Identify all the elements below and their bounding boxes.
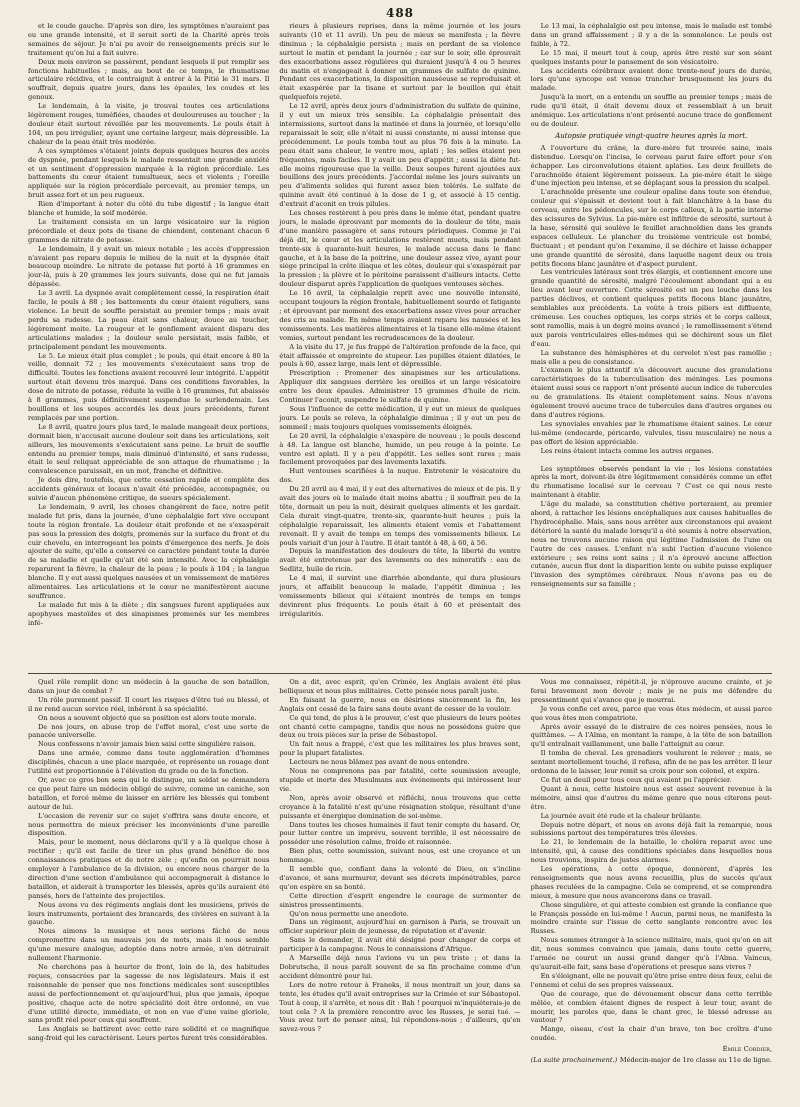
paragraph: Je vous confie cet aveu, parce que vous êtes médecin, et aussi parce que vous êtes mon compatriote. [530, 704, 772, 722]
paragraph: Les opérations, à cette époque, donnèrent, d'après les renseignements que nous avons recueillis, plus de succès qu'aux phases reculées de la campagne. Cela se comprend, et se comprendra mieux, à mesure que nous avancerons dans ce travail. [530, 865, 772, 900]
paragraph: Il semble que, confiant dans la volonté de Dieu, on s'incline d'avance, et sans murmurer, devant ses décrets impénétrables, parce qu'on espère en sa bonté. [279, 865, 521, 891]
paragraph: Le lendemain, 9 avril, les choses changèrent de face, notre petit malade fut pris, dans la journée, d'une céphalalgie fort vive occupant toute la région frontale. La douleur était profonde et ne s'exaspérait pas sous la pression des doigts, promenés sur la surface du front et du cuir chevelu, en interrogeant les points d'émergence des nerfs. Je dois ajouter de suite, qu'elle a conservé ce caractère pendant toute la durée de sa maladie et quelle qu'ait été son intensité. Avec la céphalalgie reparurent la fièvre, la chaleur de la peau ; le pouls à 104 ; la langue blanche. Il y eut aussi quelques nausées et un vomissement de matières alimentaires. Les articulations et le cœur ne manifestèrent aucune souffrance. [28, 502, 270, 600]
paragraph: Le 20 avril, la céphalalgie s'exaspère de nouveau ; le pouls descend à 48. La langue est blanche, humide, un peu rouge à la pointe. Le ventre est aplati. Il y a peu d'appétit. Les selles sont rares ; mais facilement provoquées par des lavements laxatifs. [279, 431, 521, 467]
paragraph: Mange, oiseau, c'est la chair d'un brave, ton bec croîtra d'une coudée. [530, 1025, 772, 1043]
paragraph: Or, avec ce gros bon sens qui le distingue, un soldat se demandera ce que peut faire un médecin obligé de suivre, comme un caniche, son bataillon, et forcé même de laisser en arrière les blessés qui tombent autour de lui. [28, 775, 270, 811]
paragraph: Nous avons vu des régiments anglais dont les musiciens, privés de leurs instruments, portaient des brancards, des civières en suivant à la gauche. [28, 900, 270, 927]
paragraph: Il tomba de cheval. Les grenadiers voulurent le relever ; mais, se sentant mortellement touché, il refusa, afin de ne pas les arrêter. Il leur ordonna de le laisser, leur remit sa croix pour son colonel, et expira. [530, 749, 772, 776]
paragraph: L'âge du malade, sa constitution chétive porteraient, au premier abord, à rattacher les lésions encéphaliques aux causes habituelles de l'hydrocéphalie. Mais, sans nous arrêter aux circonstances qui avaient détérioré la santé du malade lorsqu'il a été soumis à notre observation, nous ne trouvons aucune raison qui légitime l'admission de l'une ou l'autre de ces causes. L'enfant n'a subi l'action d'aucune violence extérieure ; ses reins sont sains ; il n'a éprouvé aucune affection cutanée, aucun flux dont la disparition lente ou subite puisse expliquer l'invasion des symptômes cérébraux. Nous n'avons pas eu de renseignements sur sa famille ; [530, 500, 772, 589]
paragraph: A Marseille déjà nous l'avions vu un peu triste ; et dans la Dobrutscha, il nous paraît souvent de sa fin prochaine comme d'un accident démontré pour lui. [279, 954, 521, 980]
lower-column-2 [279, 678, 520, 1098]
paragraph: Jusqu'à la mort, on a entendu un souffle au premier temps ; mais de rude qu'il était, il était devenu doux et ressemblait à un bruit anémique. Les articulations n'ont présenté aucune trace de gonflement ou de douleur. [530, 93, 772, 128]
paragraph: Les ventricules latéraux sont très élargis, et contiennent encore une grande quantité de sérosité, malgré l'écoulement abondant qui a eu lieu avant leur ouverture. Cette sérosité est un peu louche dans les parties déclives, et contient quelques petits flocons blanc jaunâtre, semblables aux précédents. La voûte à trois piliers est diffluente, crémeuse. Les couches optiques, les corps striés et le corps calleux, sont ramollis, mais à un degré moins avancé ; le ramollissement s'étend aux parois ventriculaires elles-mêmes qui se déchirent sous un filet d'eau. [530, 268, 772, 348]
paragraph: Rien d'important à noter du côté du tube digestif ; la langue était blanche et humide, la soif modérée. [28, 200, 270, 218]
author-title: Médecin-major de 1re classe au 11e de ligne. [619, 1056, 772, 1065]
paragraph: Depuis la manifestation des douleurs de tête, la liberté du ventre avait été entretenue par des lavements ou des minoratifs : eau de Sedlitz, huile de ricin. [279, 547, 521, 574]
page-number: 488 [385, 6, 415, 20]
paragraph: Les Anglais se battirent avec cette rare solidité et ce magnifique sang-froid qui les caractérisent. Leurs pertes furent très considérables. [28, 1025, 270, 1043]
paragraph: Le lendemain, il y avait un mieux notable ; les accès d'oppression n'avaient pas reparu depuis le milieu de la nuit et la dyspnée était beaucoup moindre. Le nitrate de potasse fut porté à 16 grammes en jour-là, puis à 20 grammes les jours suivants, dose qui ne fut jamais dépassée. [28, 244, 270, 289]
paragraph: Sans le demander, il avait été désigné pour changer de corps et participer à la campagne. Nous le connaissions d'Afrique. [279, 936, 521, 954]
paragraph: Cette direction d'esprit engendre le courage de surmonter de sinistres pressentiments. [279, 891, 521, 909]
paragraph: Nous sommes étranger à la science militaire, mais, quoi qu'on en ait dit, nous sommes convaincu que jamais, dans toute cette guerre, l'armée ne courut un aussi grand danger qu'à l'Alma. Vaincus, qu'aurait-elle fait, sans base d'opérations et presque sans vivres ? [530, 936, 772, 971]
paragraph: Quel rôle remplit donc un médecin à la gauche de son bataillon, dans un jour de combat ? [28, 678, 270, 695]
paragraph: De nos jours, on abuse trop de l'effet moral, c'est une sorte de panacée universelle. [28, 722, 270, 740]
paragraph: Les synoviales envahies par le rhumatisme étaient saines. Le cœur lui-même (endocarde, péricarde, valvules, tissu musculaire) ne nous a pas offert de lésion appréciable. [530, 419, 772, 446]
paragraph: Qu'on nous permette une anecdote. [289, 909, 409, 918]
paragraph: La journée avait été rude et la chaleur brûlante. [540, 811, 702, 820]
section-divider [603, 460, 700, 461]
paragraph: Le 8 avril, quatre jours plus tard, le malade mangeait deux portions, dormait bien, n'accusait aucune douleur soit dans les articulations, soit ailleurs, les mouvements s'exécutaient sans peine. Le bruit de souffle entendu au premier temps, mais diminué d'intensité, et sans rudesse, était le seul reliquat appréciable de son attaque de rhumatisme ; la convalescence paraissait, en un mot, franche et définitive. [28, 422, 270, 476]
paragraph: L'examen le plus attentif n'a découvert aucune des granulations caractéristiques de la tuberculisation des méninges. Les poumons étaient aussi sous ce rapport n'ont présenté aucun indice de tubercules ou de granulations. Ils étaient complètement sains. Nous n'avons également trouvé aucune trace de tubercules dans d'autres organes ou dans d'autres régions. [530, 366, 772, 419]
paragraph: La substance des hémisphères et du cervelet n'est pas ramollie ; mais elle a peu de consistance. [530, 348, 772, 366]
paragraph: En faisant la guerre, nous en désirions sincèrement la fin, les Anglais ont cessé de la faire sans doute avant de cesser de la vouloir. [279, 695, 521, 713]
paragraph: L'arachnoïde présente une couleur opaline dans toute son étendue, couleur qui s'épaissit et devient tout à fait blanchâtre à la base du cerveau, entre les pédoncules, sur le corps calleux, à la partie interne des scissures de Sylvius. La pie-mère est infiltrée de sérosité, surtout à la base, sérosité qui soulève le feuillet arachnoïdien dans les grands espaces celluleux. Le plancher du troisième ventricule est bombé, fluctuant ; et pendant qu'on l'examine, il se déchire et laisse échapper une grande quantité de sérosité, dans laquelle nagent deux ou trois petits flocons blanc jaunâtre et d'aspect purulent. [530, 188, 772, 268]
paragraph: Nous ne comprenons pas par fatalité, cette soumission aveugle, stupide et inerte des Musulmans aux événements qui intéressent leur vie. [279, 767, 521, 793]
paragraph: Que de courage, que de dévouement obscur dans cette terrible mêlée, et combien étaient dignes de respect à leur tour, avant de mourir, les paroles que, dans le chant grec, le blessé adresse au vautour ? [530, 989, 772, 1025]
feuilleton-rule [28, 673, 772, 674]
paragraph: A l'ouverture du crâne, la dure-mère fut trouvée saine, mais distendue. Lorsqu'on l'incisa, le cerveau parut faire effort pour s'en échapper. Les circonvolutions étaient aplaties. Les deux feuillets de l'arachnoïde étaient légèrement poisseux. La pie-mère était le siège d'une injection peu intense, et se déplaçant sous la pression du scalpel. [530, 143, 772, 188]
paragraph: Dans une armée, comme dans toute agglomération d'hommes disciplinés, chacun a une place marquée, et représente un rouage dont l'utilité est proportionnée à l'élévation du grade ou de la fonction. [28, 749, 270, 776]
paragraph: Lecteurs ne nous blâmez pas avant de nous entendre. [289, 758, 470, 767]
paragraph: Le 13 mai, la céphalalgie est peu intense, mais le malade est tombé dans un grand affaissement ; il y a de la somnolence. Le pouls est faible, à 72. [530, 22, 772, 48]
paragraph: Le 16 avril, la céphalalgie reprit avec une nouvelle intensité, occupant toujours la région frontale, habituellement sourde et fatigante ; et éprouvant par moment des exacerbations assez vives pour arracher des cris au malade. En même temps avaient reparu les nausées et les vomissements. Les matières alimentaires et la tisane elle-même étaient vomies, surtout pendant les recrudescences de la douleur. [279, 289, 521, 342]
paragraph: A la visite du 17, je fus frappé de l'altération profonde de la face, qui était affaissée et empreinte de stupeur. Les pupilles étaient dilatées, le pouls à 60, assez large, mais lent et dépressible. [279, 342, 521, 369]
autopsy-heading: Autopsie pratiquée vingt-quatre heures après la mort. [555, 131, 748, 140]
paragraph: Les choses restèrent à peu près dans le même état, pendant quatre jours, le malade éprouvant par moments de la douleur de tête, mais d'une manière passagère et sans retours périodiques. Comme je l'ai déjà dit, le cœur et les articulations restèrent muets, mais pendant trente-six à quarante-huit heures, le malade accusa dans le flanc gauche, et à la base de la poitrine, une douleur assez vive, ayant pour siège principal la crête iliaque et les côtes, douleur qui s'exaspérait par la pression ; la plèvre et le péritoine paraissent d'ailleurs intacts. Cette douleur disparut après l'application de quelques ventouses sèches. [279, 209, 521, 289]
lower-column-1 [28, 678, 269, 1098]
paragraph: Du 20 avril au 4 mai, il y eut des alternatives de mieux et de pis. Il y avait des jours où le malade était moins abattu ; il souffrait peu de la tête, dormait un peu la nuit, désirait quelques aliments et les gardait. Cela durait vingt-quatre, trente-six, quarante-huit heures ; puis la céphalalgie reparaissait, les aliments étaient vomis et l'abattement revenait. Il y avait de temps en temps des vomissements bilieux. Le pouls variait d'un jour à l'autre. Il était tantôt à 48, à 60, à 56. [279, 485, 521, 547]
continued-note: (La suite prochainement.) [530, 1056, 618, 1065]
paragraph: Les reins étaient intacts comme les autres organes. [540, 446, 714, 455]
paragraph: rieurs à plusieurs reprises, dans la même journée et les jours suivants (10 et 11 avril). Un peu de mieux se manifesta ; la fièvre diminua ; la céphalalgie persista ; mais en perdant de sa violence surtout le matin et pendant la journée ; car sur le soir, elle éprouvait des exacerbations assez régulières qui duraient jusqu'à 4 ou 5 heures du matin et n'engageait à donner un grammes de sulfate de quinine. Pendant ces exacerbations, la disposition nauséeuse se reproduisait et était exaspérée par la tisane et surtout par le bouillon qui était quelquefois rejeté. [279, 22, 521, 102]
paragraph: Dans un régiment, aujourd'hui en garnison à Paris, se trouvait un officier supérieur plein de jeunesse, de réputation et d'avenir. [279, 918, 521, 936]
paragraph: Les symptômes observés pendant la vie ; les lésions constatées après la mort, doivent-ils être légitimement considérés comme un effet du rhumatisme localisé sur le cerveau ? C'est ce qui nous reste maintenant à établir. [530, 464, 772, 500]
paragraph: Sous l'influence de cette médication, il y eut un mieux de quelques jours. Le pouls se releva, la céphalalgie diminua ; il y eut un peu de sommeil ; mais toujours quelques vomissements éloignés. [279, 404, 521, 431]
paragraph: Le traitement consista en un large vésicatoire sur la région précordiale et deux pots de tisane de chiendent, contenant chacun 6 grammes de nitrate de potasse. [28, 217, 270, 244]
paragraph: Quant à nous, cette histoire nous est assez souvent revenue à la mémoire, ainsi que d'autres du même genre que nous citerons peut-être. [530, 784, 772, 811]
paragraph: Un rôle purement passif. Il court les risques d'être tué ou blessé, et il ne rend aucun service réel, inhérent à sa spécialité. [28, 695, 270, 713]
upper-article [28, 22, 772, 670]
paragraph: Deux mois environ se passèrent, pendant lesquels il put remplir ses fonctions habituelles ; mais, au bout de ce temps, le rhumatisme articulaire récidiva, et le contraignit à entrer à la Pitié le 31 mars. Il souffrait, depuis quatre jours, dans les épaules, les coudes et les genoux. [28, 57, 270, 102]
paragraph: Lors de notre retour à Franeks, il nous montrait un jour, dans sa tente, les études qu'il avait entreprises sur la Crimée et sur Sébastopol. Tout à coup, il s'arrête, et nous dit : Bah ! pourquoi m'inquiéterais-je de tout cela ? A la première rencontre avec les Russes, je serai tué. — Vous avez tort de penser ainsi, lui répondons-nous ; d'ailleurs, qu'en savez-vous ? [279, 980, 521, 1034]
paragraph: On a dit, avec esprit, qu'en Crimée, les Anglais avaient été plus belliqueux et nous plus militaires. Cette pensée nous paraît juste. [279, 678, 521, 695]
paragraph: Le malade fut mis à la diète ; dix sangsues furent appliquées aux apophyses mastoïdes et des sinapismes promenés sur les membres infé- [28, 600, 270, 627]
paragraph: Le 12 avril, après deux jours d'administration du sulfate de quinine, il y eut un mieux très sensible. La céphalalgie présentait des intermissions, surtout dans la matinée et dans la journée, et lorsqu'elle reparaissait le soir, elle n'était ni aussi constante, ni aussi intense que précédemment. Le pouls tomba tout au plus 76 fois à la minute. La peau était sans chaleur, le ventre mou, aplati ; les selles étaient peu fréquentes, mais faciles. Il y avait un peu d'appétit ; aussi la diète fut-elle moins rigoureuse que la veille. Deux soupes furent ajoutées aux bouillons des jours précédents. J'accordai même les jours suivants un peu d'aliments solides qui furent assez bien tolérés. Le sulfate de quinine avait été continué à la dose de 1 g, et associé à 15 centig. d'extrait d'aconit en trois pilules. [279, 102, 521, 209]
paragraph: Ce fut un deuil pour tous ceux qui avaient pu l'apprécier. [540, 775, 732, 784]
paragraph: L'occasion de revenir sur ce sujet s'offrira sans doute encore, et nous permettra de mieux préciser les inconvénients d'une pareille disposition. [28, 811, 270, 838]
upper-column-3 [531, 22, 772, 670]
paragraph: Nous confessons n'avoir jamais bien saisi cette singulière raison. [38, 740, 256, 749]
paragraph: Je dois dire, toutefois, que cette cessation rapide et complète des accidents généraux et locaux n'avait été précédée, accompagnée, ou suivie d'aucun phénomène critique, de sueurs spécialement. [28, 476, 270, 503]
upper-column-2 [279, 22, 520, 670]
paragraph: Le 3 avril. La dyspnée avait complètement cessé, la respiration était facile, le pouls à 88 ; les battements du cœur étaient réguliers, sans violence. Le bruit de souffle persistait au premier temps ; mais avait perdu sa rudesse. La peau était sans chaleur, douce au toucher, légèrement moite. La rougeur et le gonflement avaient disparu des articulations malades ; la douleur seule persistait, mais faible, et principalement pendant les mouvements. [28, 289, 270, 351]
paragraph: A ces symptômes s'étaient joints depuis quelques heures des accès de dyspnée, pendant lesquels le malade ressentait une grande anxiété et un sentiment d'oppression marquée à la région précordiale. Les battements du cœur étaient tumultueux, secs et violents ; l'oreille appliquée sur la région précordiale percevait, au premier temps, un bruit assez fort et un peu rugueux. [28, 146, 270, 200]
paragraph: Bien plus, cette soumission, suivant nous, est une croyance et un hommage. [279, 847, 521, 865]
paragraph: Vous me connaissez, répétit-il, je n'éprouve aucune crainte, et je ferai bravement mon devoir ; mais je ne puis me défendre du pressentiment qui s'avance que je mourrai. [530, 678, 772, 704]
feuilleton [28, 678, 772, 1098]
paragraph: Après avoir essayé de le distraire de ces noires pensées, nous le quittâmes. — A l'Alma, en montant la rampe, à la tête de son bataillon qu'il entraînait vaillamment, une balle l'atteignit au cœur. [530, 722, 772, 749]
paragraph: Les accidents cérébraux avaient donc trente-neuf jours de durée, lors qu'une syncope est venue trancher brusquement les jours du malade. [530, 66, 772, 93]
paragraph: En s'éloignant, elle ne pouvait qu'être prise entre deux feux, celui de l'ennemi et celui de ses propres vaisseaux. [530, 971, 772, 989]
paragraph: Non, après avoir observé et réfléchi, nous trouvons que cette croyance à la fatalité n'est qu'une résignation stoïque, résultant d'une puissante et énergique domination de soi-même. [279, 793, 521, 820]
lower-column-3 [531, 678, 772, 1098]
paragraph: Dans toutes les choses humaines il faut tenir compte du hasard. Or, pour lutter contre un imprévu, souvent terrible, il est nécessaire de posséder une résolution calme, froide et raisonnée. [279, 820, 521, 847]
paragraph: Le 15 mai, il meurt tout à coup, après être resté sur son séant quelques instants pour le pansement de son vésicatoire. [530, 48, 772, 66]
paragraph: Le 21, le lendemain de la bataille, le choléra reparut avec une intensité, qui, à cause des conditions spéciales dans lesquelles nous nous trouvions, inspira de justes alarmes. [530, 838, 772, 865]
paragraph: Depuis notre départ, et nous en avons déjà fait la remarque, nous subissions partout des températures très élevées. [530, 820, 772, 838]
paragraph: Chose singulière, et qui atteste combien est grande la confiance que le Français possède en lui-même ! Aucun, parmi nous, ne manifesta la moindre crainte sur l'issue de cette sanglante rencontre avec les Russes. [530, 900, 772, 936]
paragraph: Nous aimons la musique et nous serions fâché de nous compromettre dans un mauvais jeu de mots, mais il nous semble qu'une mesure analogue, adoptée dans notre armée, n'en détruirait nullement l'harmonie. [28, 927, 270, 963]
paragraph: Huit ventouses scarifiées à la nuque. Entretenir le vésicatoire du dos. [279, 467, 521, 485]
upper-column-1 [28, 22, 269, 670]
paragraph: Prescription : Promener des sinapismes sur les articulations. Appliquer dix sangsues derrière les oreilles et un large vésicatoire entre les deux épaules. Administrer 15 grammes d'huile de ricin. Continuer l'aconit, suspendre le sulfate de quinine. [279, 369, 521, 405]
paragraph: Mais, pour le moment, nous déclarons qu'il y a là quelque chose à rectifier ; qu'il est facile de tirer un plus grand bénéfice de nos connaissances pratiques et de notre zèle ; qu'enfin on pourrait nous employer à l'ambulance de la division, ou encore nous charger de la direction d'une section d'ambulance qui accompagnerait à distance le bataillon, et aiderait à transporter les blessés, après qu'ils auraient été pansés, hors de l'atteinte des projectiles. [28, 838, 270, 900]
paragraph: Ce qui tend, de plus à le prouver, c'est que plusieurs de leurs poètes ont chanté cette campagne, tandis que nous ne possédons guère que deux ou trois pièces sur la prise de Sébastopol. [279, 713, 521, 740]
author-signature: Émile Cordier, [722, 1045, 772, 1054]
paragraph: On nous a souvent objecté que sa position est alors toute morale. [38, 713, 257, 722]
signature-row [531, 1056, 772, 1065]
paragraph: Un fait nous a frappé, c'est que les militaires les plus braves sont, pour la plupart fatalistes. [279, 740, 521, 758]
paragraph: Le 5. Le mieux était plus complet ; le pouls, qui était encore à 80 la veille, donnait 72 ; les mouvements s'exécutaient sans trop de difficulté. Toutes les fonctions avaient recouvré leur intégrité. L'appétit surtout était devenu très marqué. Dans ces conditions favorables, la dose de nitrate de potasse, réduite la veille à 16 grammes, fut abaissée à 8 grammes, puis définitivement suspendue le surlendemain. Les bouillons et les soupes accordés les deux jours précédents, furent remplacés par une portion. [28, 351, 270, 422]
paragraph: et le coude gauche. D'après son dire, les symptômes n'auraient pas eu une grande intensité, et il serait sorti de la Charité après trois semaines de séjour. Je n'ai pu avoir de renseignements précis sur le traitement qu'on lui a fait suivre. [28, 22, 270, 57]
paragraph: Le lendemain, à la visite, je trouvai toutes ces articulations légèrement rouges, tuméfiées, chaudes et douloureuses au toucher ; la douleur était surtout réveillée par les mouvements. Le pouls était à 104, un peu irrégulier, ayant une certaine largeur, mais dépressible. La chaleur de la peau était très modérée. [28, 102, 270, 146]
paragraph: Ne cherchons pas à heurter de front, loin de là, des habitudes reçues, consacrées par la sagesse de nos législateurs. Mais il est raisonnable de penser que nos fonctions médicales sont susceptibles aussi de perfectionnement et qu'aujourd'hui, plus que jamais, époque positive, chaque acte de notre spécialité doit être ordonné, en vue d'une utilité directe, immédiate, et non en vue d'une vaine gloriole, sans profit réel pour ceux qui souffrent. [28, 963, 270, 1025]
paragraph: Le 4 mai, il survint une diarrhée abondante, qui dura plusieurs jours, et affaiblit beaucoup le malade, l'appétit diminua ; les vomissements bilieux qui s'étaient montrés de temps en temps devinrent plus fréquents. Le pouls était à 60 et présentait des irrégularités. [279, 574, 521, 618]
